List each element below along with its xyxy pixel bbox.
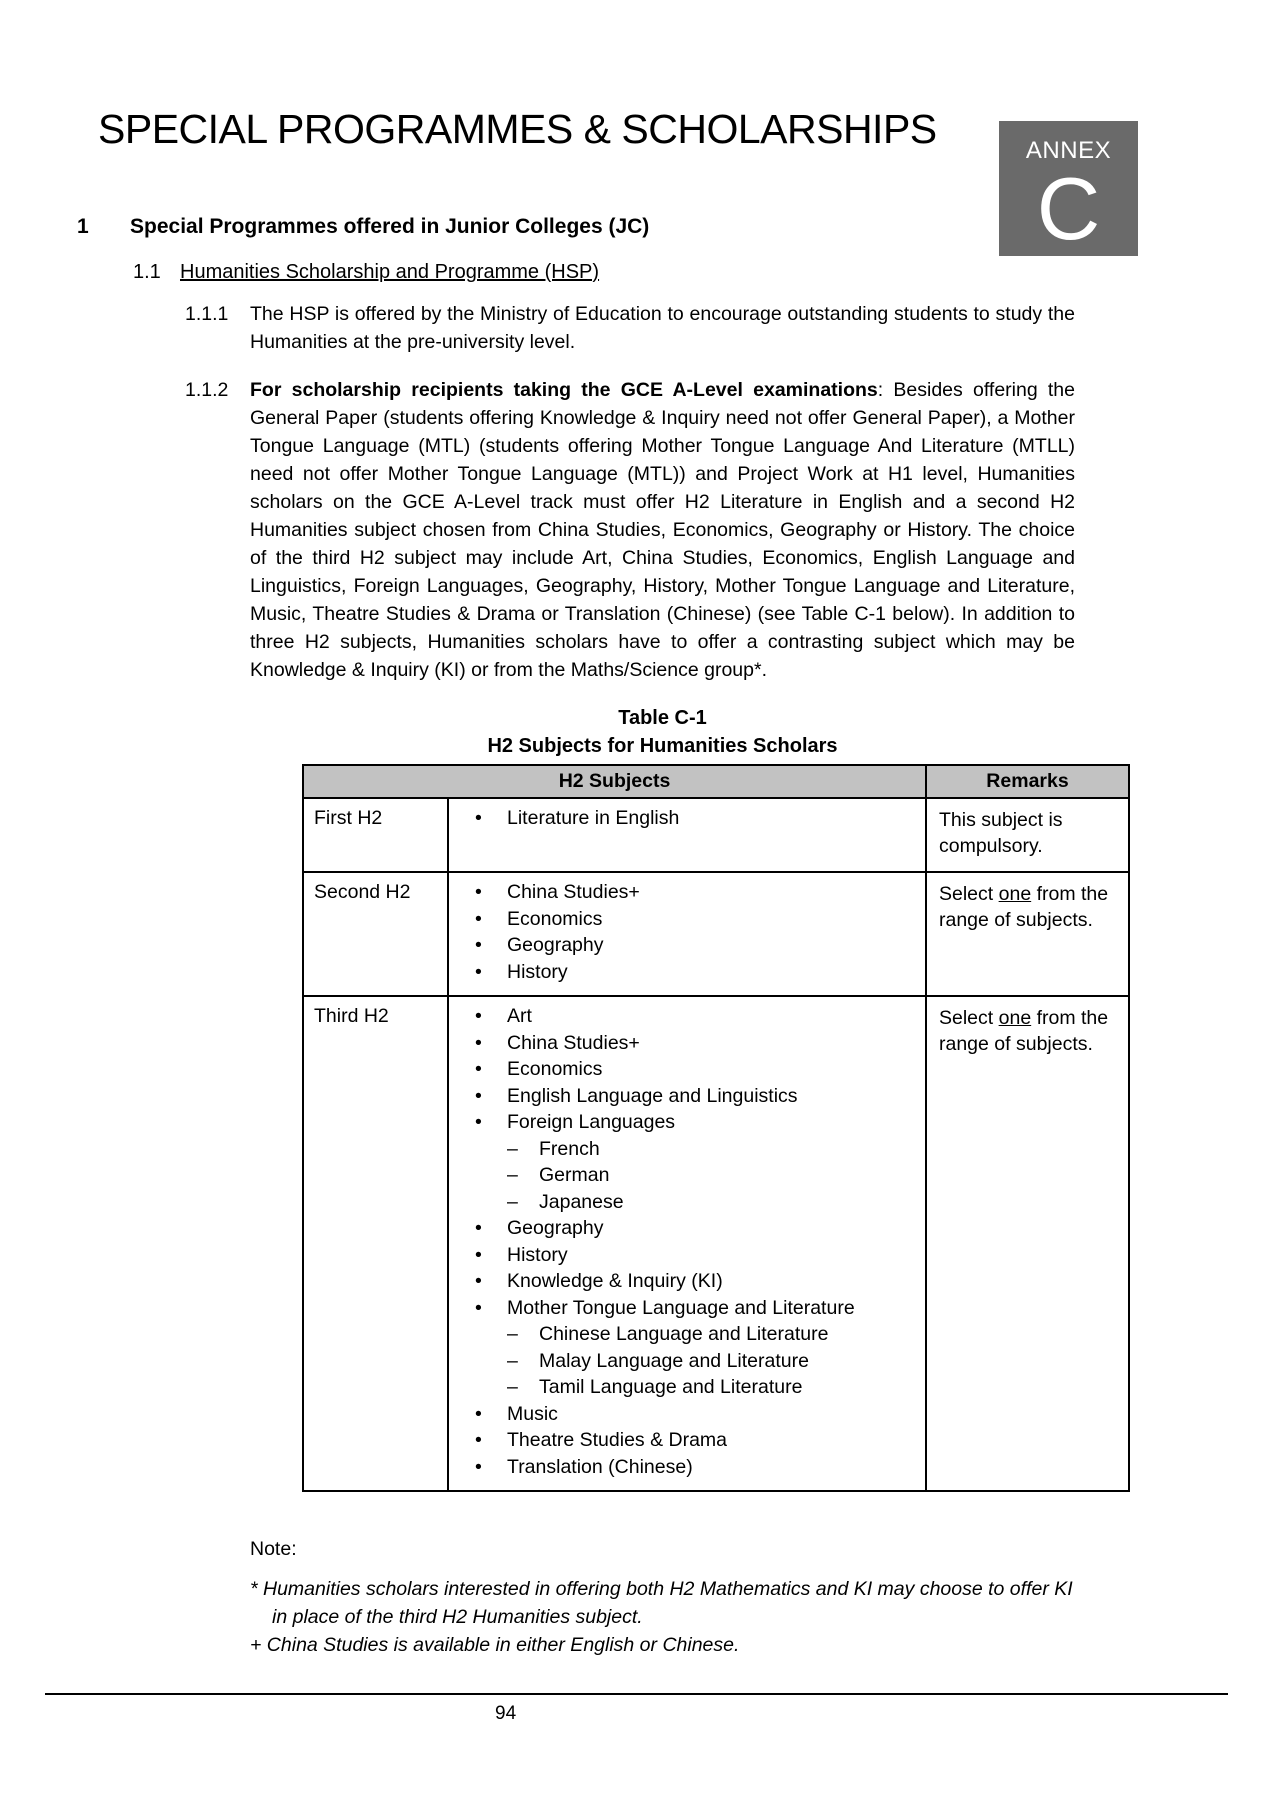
subject-name: Music <box>507 1402 558 1425</box>
subject-bullet-item <box>449 1427 925 1454</box>
row-remarks-cell <box>926 996 1129 1491</box>
row-subjects-cell <box>448 798 926 872</box>
subject-name: French <box>539 1137 600 1160</box>
subject-name: China Studies+ <box>507 881 640 903</box>
subject-dash-item <box>449 1321 925 1348</box>
subject-name: China Studies+ <box>507 1031 640 1054</box>
table-title-line2: H2 Subjects for Humanities Scholars <box>487 735 838 757</box>
subject-bullet-item <box>449 1401 925 1428</box>
subject-bullet-item <box>449 906 925 933</box>
subjects-table <box>302 764 1130 1492</box>
dash-icon: – <box>507 1376 518 1398</box>
paragraph-number: 1.1.2 <box>185 379 229 401</box>
remark-text: This subject is compulsory. <box>939 809 1063 857</box>
row-label-cell: First H2 <box>303 798 448 872</box>
table-header-subjects: H2 Subjects <box>303 765 926 798</box>
paragraph-text <box>250 376 1075 684</box>
subject-bullet-item <box>449 932 925 959</box>
subject-name: Art <box>507 1005 532 1027</box>
subject-bullet-item <box>449 1003 925 1030</box>
table-header-remarks: Remarks <box>926 765 1129 798</box>
dash-icon: – <box>507 1137 518 1160</box>
subject-name: Theatre Studies & Drama <box>507 1429 728 1451</box>
bullet-icon: • <box>475 1402 482 1425</box>
bullet-icon: • <box>475 1455 482 1478</box>
subject-bullet-item <box>449 1454 925 1481</box>
paragraph-body: : Besides offering the General Paper (students offering Knowledge & Inquiry need not offer General Paper), a Mother Tongue Language (MTL) (students offering Mother Tongue Language And Literature (MTLL) need not offer Mother Tongue Language (MTL)) and Project Work at H1 level, Humanities scholars on the GCE A-Level track must offer H2 Literature in English and a second H2 Humanities subject chosen from China Studies, Economics, Geography or History. The choice of the third H2 subject may include Art, China Studies, Economics, English Language and Linguistics, Foreign Languages, Geography, History, Mother Tongue Language and Literature, Music, Theatre Studies & Drama or Translation (Chinese) (see Table C-1 below). In addition to three H2 subjects, Humanities scholars have to offer a contrasting subject which may be Knowledge & Inquiry (KI) or from the Maths/Science group*. <box>250 379 1075 681</box>
row-label-cell: Second H2 <box>303 872 448 996</box>
dash-icon: – <box>507 1190 518 1213</box>
section-heading: Special Programmes offered in Junior Colleges (JC) <box>130 215 650 238</box>
row-subjects-cell <box>448 872 926 996</box>
bullet-icon: • <box>475 1217 482 1239</box>
paragraph-bold-lead: For scholarship recipients taking the GCE A-Level examinations <box>250 379 878 401</box>
annex-badge <box>999 121 1138 256</box>
page-title: SPECIAL PROGRAMMES & SCHOLARSHIPS <box>98 106 937 152</box>
subject-name: Geography <box>507 934 604 956</box>
note-items <box>250 1575 1082 1659</box>
subsection-number: 1.1 <box>133 261 161 283</box>
section-number: 1 <box>77 215 89 238</box>
table-header-row <box>303 765 1129 798</box>
bullet-icon: • <box>475 1084 482 1107</box>
subject-name: English Language and Linguistics <box>507 1084 798 1107</box>
subject-name: Translation (Chinese) <box>507 1455 693 1478</box>
paragraph-text: The HSP is offered by the Ministry of Education to encourage outstanding students to study the Humanities at the pre-university level. <box>250 303 1075 353</box>
subject-bullet-item <box>449 959 925 986</box>
row-subjects-cell <box>448 996 926 1491</box>
table-title-line1: Table C-1 <box>618 707 707 729</box>
bullet-icon: • <box>475 1058 482 1080</box>
subject-bullet-item <box>449 1295 925 1322</box>
note-block <box>250 1538 1082 1659</box>
subject-name: Literature in English <box>507 807 680 829</box>
note-item: + China Studies is available in either English or Chinese. <box>250 1634 740 1656</box>
subject-name: Malay Language and Literature <box>539 1349 809 1372</box>
subject-bullet-item <box>449 1083 925 1110</box>
subject-dash-item <box>449 1374 925 1401</box>
subject-dash-item <box>449 1162 925 1189</box>
paragraph-1-1-2 <box>185 376 1273 684</box>
bullet-icon: • <box>475 1005 482 1027</box>
subject-dash-item <box>449 1136 925 1163</box>
remark-text: from the range of subjects. <box>939 883 1109 931</box>
bullet-icon: • <box>475 1031 482 1054</box>
table-title <box>250 704 1075 760</box>
footer-divider <box>45 1693 1228 1695</box>
paragraph-number: 1.1.1 <box>185 303 229 325</box>
subject-name: History <box>507 960 568 983</box>
remark-text: Select <box>939 1007 999 1029</box>
subject-bullet-item <box>449 1242 925 1269</box>
note-item: * Humanities scholars interested in offering both H2 Mathematics and KI may choose to offer KI in place of the third H2 Humanities subject. <box>250 1578 1073 1628</box>
row-remarks-cell <box>926 872 1129 996</box>
subject-name: Economics <box>507 1058 603 1080</box>
subject-bullet-item <box>449 1215 925 1242</box>
subject-name: History <box>507 1243 568 1266</box>
subject-name: Japanese <box>539 1190 624 1213</box>
subsection-heading: Humanities Scholarship and Programme (HSP) <box>180 261 600 283</box>
subject-dash-item <box>449 1189 925 1216</box>
subject-bullet-item <box>449 1030 925 1057</box>
bullet-icon: • <box>475 1111 482 1133</box>
table-row <box>303 872 1129 996</box>
subsection-heading-row <box>133 261 1273 284</box>
remark-text: from the range of subjects. <box>939 1007 1109 1055</box>
subject-name: Tamil Language and Literature <box>539 1376 803 1398</box>
subject-bullet-item <box>449 879 925 906</box>
subject-bullet-item <box>449 1268 925 1295</box>
table-row <box>303 798 1129 872</box>
remark-text: Select <box>939 883 999 905</box>
paragraph-1-1-1 <box>185 300 1273 356</box>
subject-bullet-item <box>449 1056 925 1083</box>
subject-name: German <box>539 1164 610 1186</box>
remark-text: one <box>998 1007 1032 1029</box>
bullet-icon: • <box>475 881 482 903</box>
annex-label: ANNEX <box>1025 137 1112 164</box>
bullet-icon: • <box>475 1243 482 1266</box>
bullet-icon: • <box>475 1270 482 1292</box>
annex-letter: C <box>1036 159 1101 258</box>
bullet-icon: • <box>475 807 482 829</box>
subject-dash-item <box>449 1348 925 1375</box>
row-label-cell: Third H2 <box>303 996 448 1491</box>
bullet-icon: • <box>475 960 482 983</box>
subject-name: Economics <box>507 907 603 930</box>
dash-icon: – <box>507 1323 518 1345</box>
table-row <box>303 996 1129 1491</box>
dash-icon: – <box>507 1164 518 1186</box>
subject-name: Geography <box>507 1217 604 1239</box>
remark-text: one <box>998 883 1032 905</box>
subject-name: Chinese Language and Literature <box>539 1323 829 1345</box>
bullet-icon: • <box>475 907 482 930</box>
dash-icon: – <box>507 1349 518 1372</box>
page-number: 94 <box>495 1703 517 1724</box>
row-remarks-cell <box>926 798 1129 872</box>
bullet-icon: • <box>475 1296 482 1319</box>
subject-name: Foreign Languages <box>507 1111 676 1133</box>
note-label: Note: <box>250 1538 297 1560</box>
bullet-icon: • <box>475 934 482 956</box>
subject-bullet-item <box>449 805 925 832</box>
table-body <box>303 798 1129 1491</box>
subject-name: Knowledge & Inquiry (KI) <box>507 1270 723 1292</box>
bullet-icon: • <box>475 1429 482 1451</box>
subject-bullet-item <box>449 1109 925 1136</box>
subject-name: Mother Tongue Language and Literature <box>507 1296 855 1319</box>
